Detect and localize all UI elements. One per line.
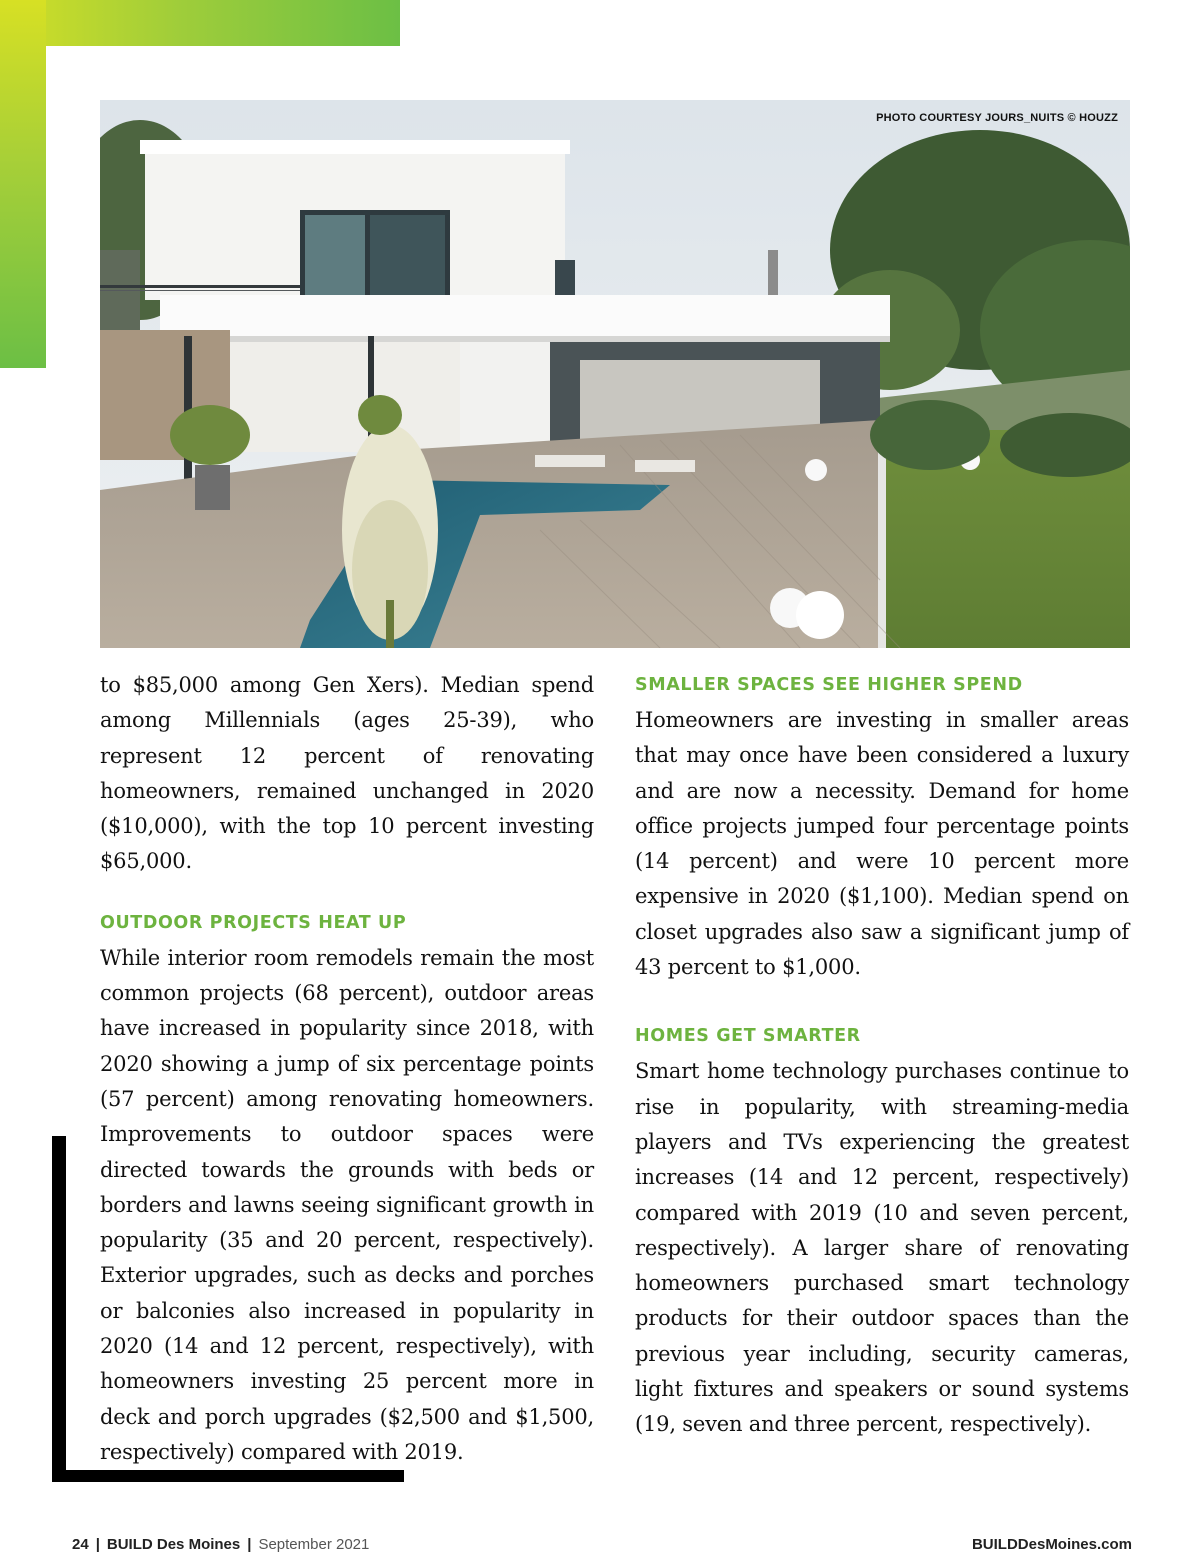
photo-credit: PHOTO COURTESY JOURS_NUITS © HOUZZ: [876, 112, 1118, 124]
left-column: [100, 668, 594, 1470]
section-heading-smaller-spaces: SMALLER SPACES SEE HIGHER SPEND: [635, 675, 1023, 695]
black-frame-vertical: [52, 1136, 66, 1482]
section-body-smarter-homes: Smart home technology purchases continue to rise in popularity, with streaming-media players and TVs experiencing the greatest increases (14 and 12 percent, respectively) compared with 2019 (10 and seven percent, respectively). A larger share of renovating homeowners purchased smart technology products for their outdoor spaces than the previous year including, security cameras, light fixtures and speakers or sound systems (19, seven and three percent, respectively).: [635, 1059, 1129, 1437]
section-heading-smarter-homes: HOMES GET SMARTER: [635, 1026, 861, 1047]
accent-bar-left: [0, 0, 46, 368]
house-illustration: [100, 100, 1130, 648]
page-number: 24: [72, 1536, 89, 1553]
intro-paragraph: to $85,000 among Gen Xers). Median spend among Millennials (ages 25-39), who represent 12 percent of renovating homeowners, remained unchanged in 2020 ($10,000), with the top 10 percent investing $65,000.: [100, 673, 594, 874]
section-body-smaller-spaces: Homeowners are investing in smaller areas that may once have been considered a luxury and are now a necessity. Demand for home office projects jumped four percentage points (14 percent) and were 10 percent more expensive in 2020 ($1,100). Median spend on closet upgrades also saw a significant jump of 43 percent to $1,000.: [635, 708, 1129, 980]
house-photo: [100, 100, 1130, 648]
publication-name: BUILD Des Moines: [106, 1536, 241, 1553]
black-frame-horizontal: [52, 1470, 404, 1482]
section-heading-outdoor: OUTDOOR PROJECTS HEAT UP: [100, 912, 407, 933]
footer-separator: |: [247, 1536, 252, 1553]
issue-date: September 2021: [258, 1536, 370, 1553]
section-body-outdoor: While interior room remodels remain the most common projects (68 percent), outdoor areas have increased in popularity since 2018, with 2020 showing a jump of six percentage points (57 percent) among renovating homeowners. Improvements to outdoor spaces were directed towards the grounds with beds or borders and lawns seeing significant growth in popularity (35 and 20 percent, respectively). Exterior upgrades, such as decks and porches or balconies also increased in popularity in 2020 (14 and 12 percent, respectively), with homeowners investing 25 percent more in deck and porch upgrades ($2,500 and $1,500, respectively) compared with 2019.: [100, 945, 594, 1464]
page-footer: [72, 1536, 1132, 1553]
accent-bar-top: [0, 0, 400, 46]
right-column: [635, 668, 1129, 1443]
footer-separator: |: [95, 1536, 100, 1553]
website-link[interactable]: BUILDDesMoines.com: [971, 1536, 1132, 1553]
